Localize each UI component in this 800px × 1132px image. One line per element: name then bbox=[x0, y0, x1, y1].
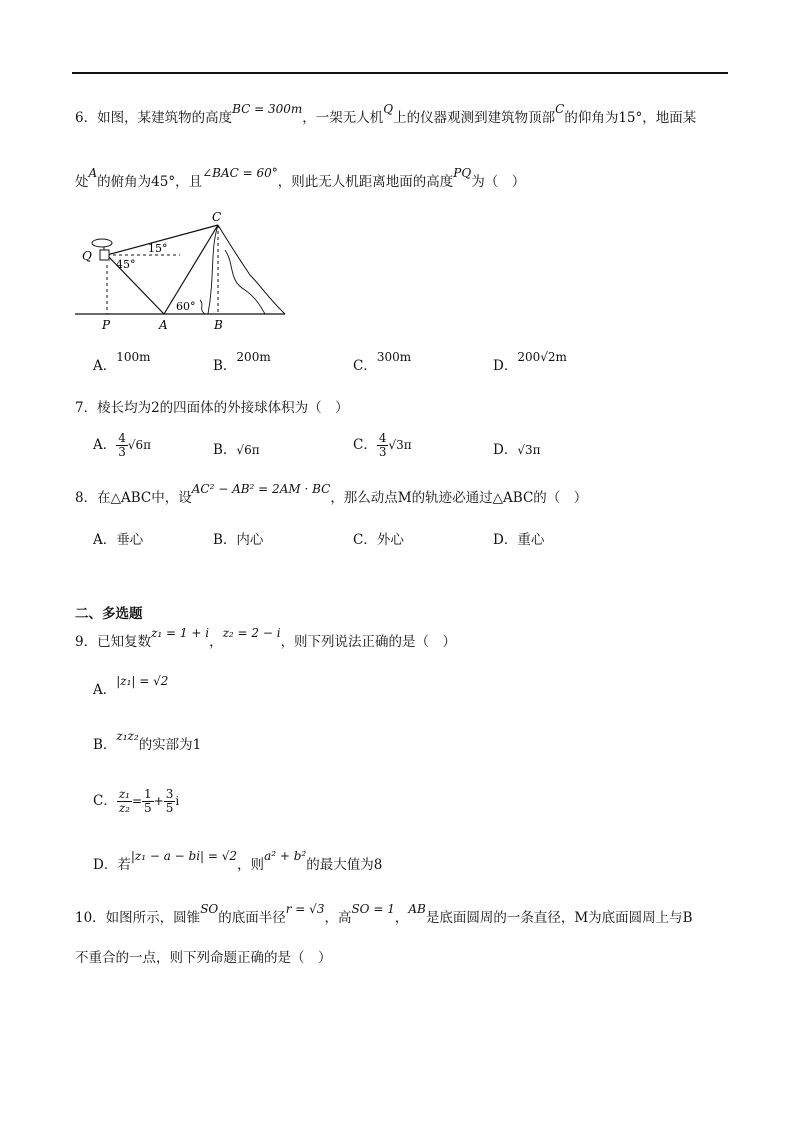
drone-body bbox=[100, 250, 109, 260]
q7-option-d: D．√3π bbox=[493, 442, 541, 458]
mountain-detail-2 bbox=[225, 250, 265, 314]
q6-option-a: A．100m bbox=[93, 350, 151, 374]
section-heading: 二、多选题 bbox=[75, 606, 143, 622]
q6-option-d: D．200√2m bbox=[493, 350, 567, 374]
q7-option-b: B．√6π bbox=[213, 442, 260, 458]
q10-line2: 不重合的一点，则下列命题正确的是（ ） bbox=[75, 950, 332, 966]
q6-option-c: C．300m bbox=[353, 350, 412, 374]
drone-rotor bbox=[92, 239, 112, 247]
q9-option-a: A．|z₁| = √2 bbox=[93, 674, 169, 698]
label-45: 45° bbox=[116, 258, 136, 271]
q6-line1: 6．如图，某建筑物的高度BC = 300m，一架无人机Q上的仪器观测到建筑物顶部C的仰角为15°，地面某 bbox=[75, 102, 697, 126]
label-A: A bbox=[159, 318, 168, 332]
q8-option-d: D．重心 bbox=[493, 532, 545, 548]
label-C: C bbox=[212, 210, 222, 224]
q6-option-b: B．200m bbox=[213, 350, 271, 374]
q9-option-c: C． $\frac{\text{z₁}}{\text{z₂}}$ = $\frac{1}{5}$ + $\frac{3}{5}$ i bbox=[93, 787, 180, 815]
q8-option-c: C．外心 bbox=[353, 532, 404, 548]
q9-option-b: B．z₁z₂的实部为1 bbox=[93, 729, 202, 753]
header-rule bbox=[72, 72, 728, 74]
q7-option-c: C． $\frac{4}{3}$ √3π bbox=[353, 431, 412, 459]
label-60: 60° bbox=[176, 300, 196, 313]
label-15: 15° bbox=[148, 242, 168, 255]
label-Q: Q bbox=[82, 249, 92, 263]
label-B: B bbox=[214, 318, 223, 332]
q7-option-a: A． $\frac{4}{3}$ √6π bbox=[93, 431, 152, 459]
q8-option-a: A．垂心 bbox=[93, 532, 144, 548]
label-P: P bbox=[102, 318, 111, 332]
q9-stem: 9．已知复数z₁ = 1 + i，z₂ = 2 − i，则下列说法正确的是（ ） bbox=[75, 626, 457, 650]
q10-line1: 10．如图所示，圆锥SO的底面半径r = √3，高SO = 1，AB是底面圆周的一条直径，M为底面圆周上与B bbox=[75, 902, 693, 926]
q8-option-b: B．内心 bbox=[213, 532, 264, 548]
q6-line2: 处A的俯角为45°，且∠BAC = 60°，则此无人机距离地面的高度PQ为（ ） bbox=[75, 166, 526, 190]
q9-option-d: D．若|z₁ − a − bi| = √2，则a² + b²的最大值为8 bbox=[93, 849, 383, 873]
q7-stem: 7．棱长均为2的四面体的外接球体积为（ ） bbox=[75, 400, 349, 416]
mountain-outline bbox=[218, 225, 285, 314]
q8-stem: 8．在△ABC中，设AC² − AB² = 2AM · BC，那么动点M的轨迹必通过△ABC的（ ） bbox=[75, 482, 588, 506]
mountain-detail-3 bbox=[200, 300, 205, 314]
q6-figure bbox=[70, 205, 300, 335]
